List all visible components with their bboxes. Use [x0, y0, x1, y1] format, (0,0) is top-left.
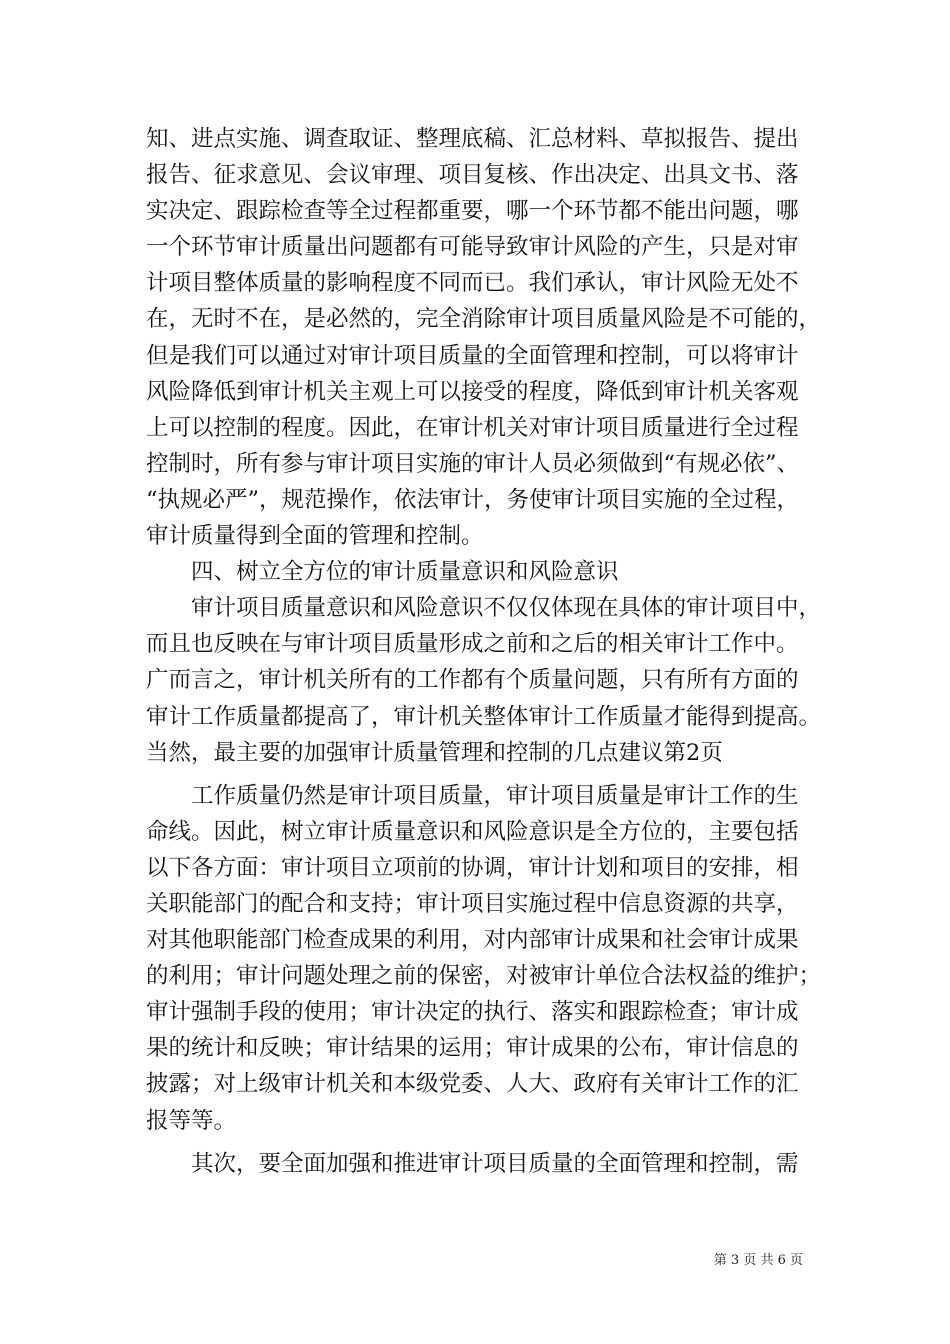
text-line: 果的统计和反映；审计结果的运用；审计成果的公布，审计信息的 — [146, 1035, 799, 1062]
text-line: 审计工作质量都提高了，审计机关整体审计工作质量才能得到提高。 — [146, 703, 822, 730]
text-line: 命线。因此，树立审计质量意识和风险意识是全方位的，主要包括 — [146, 818, 799, 845]
text-line: 上可以控制的程度。因此，在审计机关对审计项目质量进行全过程 — [146, 414, 799, 441]
text-line: 计项目整体质量的影响程度不同而已。我们承认，审计风险无处不 — [146, 270, 799, 297]
text-line: 实决定、跟踪检查等全过程都重要，哪一个环节都不能出问题，哪 — [146, 198, 799, 225]
text-line: 披露；对上级审计机关和本级党委、人大、政府有关审计工作的汇 — [146, 1071, 799, 1098]
text-line: 控制时，所有参与审计项目实施的审计人员必须做到“有规必依”、 — [146, 450, 800, 477]
text-line: 知、进点实施、调查取证、整理底稿、汇总材料、草拟报告、提出 — [146, 126, 799, 152]
text-line: 报等等。 — [146, 1107, 237, 1134]
section-heading: 四、树立全方位的审计质量意识和风险意识 — [191, 559, 619, 586]
text-line: 报告、征求意见、会议审理、项目复核、作出决定、出具文书、落 — [146, 162, 799, 189]
document-body — [146, 121, 822, 1182]
text-line: 风险降低到审计机关主观上可以接受的程度，降低到审计机关客观 — [146, 378, 799, 405]
text-line: 的利用；审计问题处理之前的保密，对被审计单位合法权益的维护； — [146, 963, 822, 990]
text-line: “执规必严”，规范操作，依法审计，务使审计项目实施的全过程， — [146, 486, 800, 513]
text-line: 在，无时不在，是必然的，完全消除审计项目质量风险是不可能的， — [146, 306, 822, 333]
page-number: 第 3 页 共 6 页 — [713, 1253, 803, 1268]
text-line: 其次，要全面加强和推进审计项目质量的全面管理和控制，需 — [191, 1150, 799, 1177]
text-line: 但是我们可以通过对审计项目质量的全面管理和控制，可以将审计 — [146, 342, 799, 369]
text-line: 工作质量仍然是审计项目质量，审计项目质量是审计工作的生 — [191, 782, 799, 809]
text-line: 审计质量得到全面的管理和控制。 — [146, 523, 484, 550]
paragraph-gap — [146, 1139, 811, 1146]
text-line: 关职能部门的配合和支持；审计项目实施过程中信息资源的共享， — [146, 890, 799, 917]
text-line: 一个环节审计质量出问题都有可能导致审计风险的产生，只是对审 — [146, 234, 799, 261]
text-line: 以下各方面：审计项目立项前的协调，审计计划和项目的安排，相 — [146, 854, 799, 881]
text-line: 当然，最主要的加强审计质量管理和控制的几点建议第2页 — [146, 739, 723, 766]
text-line: 审计强制手段的使用；审计决定的执行、落实和跟踪检查；审计成 — [146, 999, 799, 1026]
text-line: 对其他职能部门检查成果的利用，对内部审计成果和社会审计成果 — [146, 927, 799, 954]
paragraph-gap — [146, 771, 811, 778]
text-line: 广而言之，审计机关所有的工作都有个质量问题，只有所有方面的 — [146, 667, 799, 694]
text-line: 而且也反映在与审计项目质量形成之前和之后的相关审计工作中。 — [146, 631, 799, 658]
text-line: 审计项目质量意识和风险意识不仅仅体现在具体的审计项目中， — [191, 595, 822, 622]
